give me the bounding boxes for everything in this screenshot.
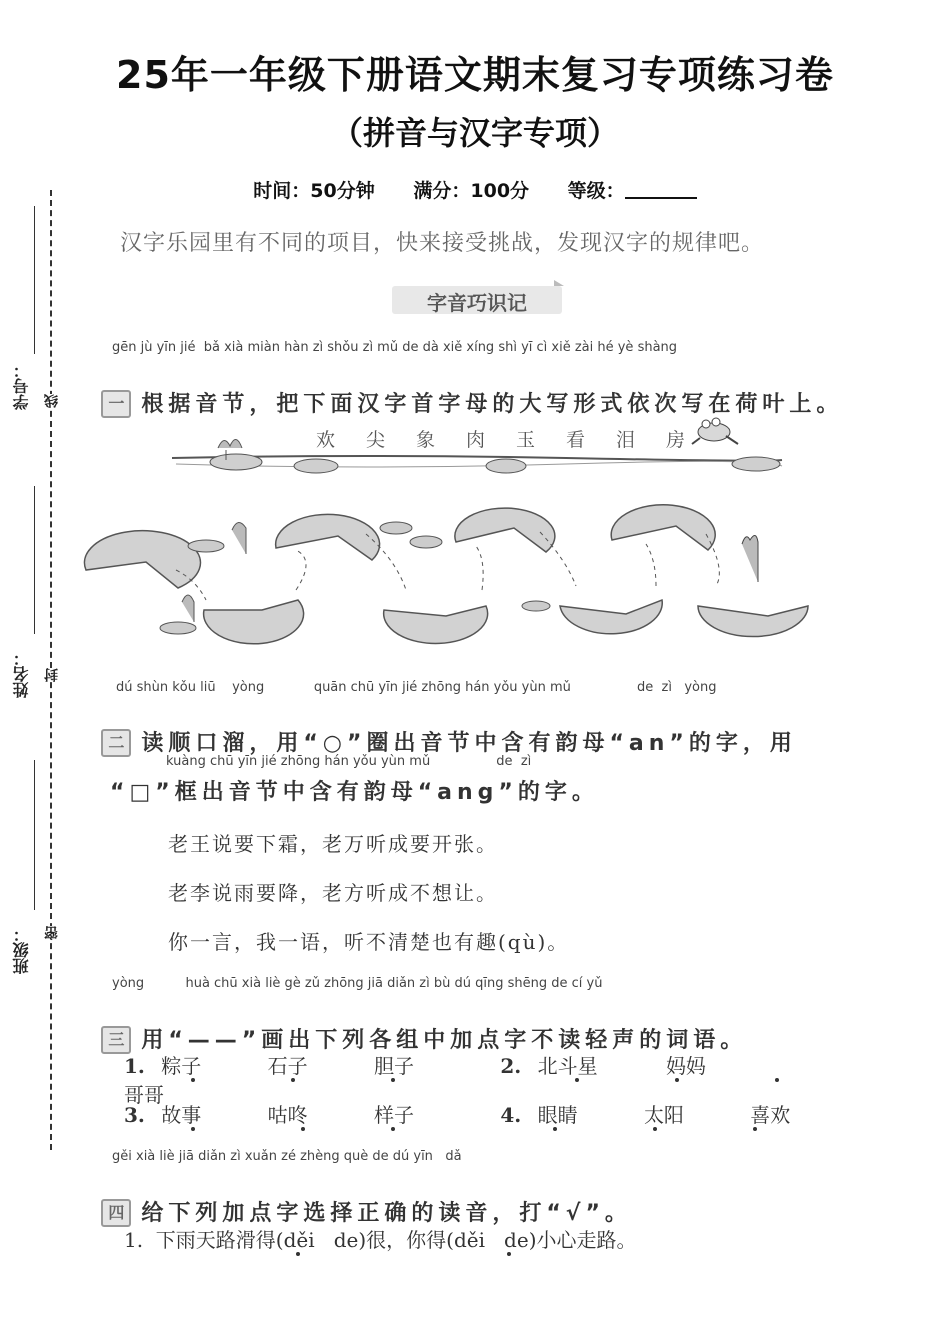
q3-num-2: 2.	[500, 1054, 522, 1078]
exam-score: 满分：100分	[413, 180, 530, 202]
q1-char-6: 泪	[616, 429, 636, 451]
lily-pad-1	[84, 531, 200, 588]
q2-line-2: 老李说雨要降，老方听成不想让。	[168, 881, 498, 905]
emphasis-dot	[553, 1127, 557, 1131]
student-no-line	[34, 206, 35, 354]
q2-line-3: 你一言，我一语，听不清楚也有趣(qù)。	[168, 930, 570, 954]
page-title: 25年一年级下册语文期末复习专项练习卷	[116, 53, 834, 97]
section-title: 字音巧识记	[427, 291, 527, 315]
q2-text-1: 读顺口溜，用“○”圈出音节中含有韵母“an”的字，用	[141, 731, 797, 756]
q1-pinyin: gēn jù yīn jié bǎ xià miàn hàn zì shǒu zì mǔ de dà xiě xíng shì yī cì xiě zài hé yè shàng	[112, 340, 678, 355]
q3-num-1: 1.	[124, 1054, 145, 1078]
q3-num-3: 3.	[124, 1103, 145, 1127]
q1-char-1: 尖	[366, 429, 386, 451]
emphasis-dot	[391, 1078, 395, 1082]
q3-word[interactable]: 石子	[267, 1054, 308, 1078]
q3-word[interactable]: 样子	[373, 1103, 414, 1127]
q4-number-box: 四	[101, 1199, 131, 1227]
q3-word[interactable]: 咕咚	[267, 1103, 308, 1127]
grade-label: 等级：	[567, 180, 625, 202]
emphasis-dot	[653, 1127, 657, 1131]
q3-word[interactable]: 粽子	[161, 1054, 202, 1078]
emphasis-dot	[753, 1127, 757, 1131]
q1-char-2: 象	[416, 429, 436, 451]
lily-pad-3	[455, 508, 555, 552]
binding-line-mark: 线	[44, 394, 60, 408]
q3-word[interactable]: 北斗星	[537, 1054, 598, 1078]
q3-word[interactable]: 喜欢	[750, 1103, 791, 1127]
q2-line-1: 老王说要下霜，老万听成要开张。	[168, 832, 498, 856]
q1-number-box: 一	[101, 390, 131, 418]
q3-text: 用“——”画出下列各组中加点字不读轻声的词语。	[141, 1028, 748, 1053]
emphasis-dot	[291, 1078, 295, 1082]
emphasis-dot	[391, 1127, 395, 1131]
q1-char-0: 欢	[316, 429, 338, 451]
q4-prompt	[76, 1171, 632, 1227]
student-no-label: 学号：	[12, 362, 31, 410]
intro-text: 汉字乐园里有不同的项目，快来接受挑战，发现汉字的规律吧。	[120, 231, 765, 256]
lily-pad-8	[698, 606, 808, 637]
q1-char-4: 玉	[516, 429, 536, 451]
emphasis-dot	[675, 1078, 679, 1082]
q2-text-2: “□”框出音节中含有韵母“ang”的字。	[110, 780, 599, 805]
q3-pinyin: yòng huà chū xià liè gè zǔ zhōng jiā diǎn zì bù dú qīng shēng de cí yǔ	[112, 976, 603, 991]
q2-number-box: 二	[101, 729, 131, 757]
q3-word[interactable]: 胆子	[373, 1054, 414, 1078]
q3-word[interactable]: 哥哥	[124, 1083, 164, 1107]
lotus-pond-illustration	[66, 410, 886, 650]
lily-pad-5	[204, 600, 304, 644]
q4-item-1[interactable]: 1. 下雨天路滑得(děi de)很，你得(děi de)小心走路。	[124, 1228, 637, 1252]
name-line	[34, 486, 35, 634]
q3-row-2	[124, 1099, 844, 1128]
q1-text: 根据音节，把下面汉字首字母的大写形式依次写在荷叶上。	[141, 392, 844, 417]
q3-prompt	[76, 998, 747, 1054]
exam-meta	[0, 176, 950, 203]
exam-grade	[568, 180, 697, 202]
emphasis-dot	[191, 1127, 195, 1131]
q2-pinyin-2: kuàng chū yīn jié zhōng hán yǒu yùn mǔ de zì	[166, 754, 532, 769]
q1-char-3: 肉	[466, 429, 486, 451]
q3-word[interactable]: 眼睛	[537, 1103, 578, 1127]
q1-char-5: 看	[566, 429, 586, 451]
lily-pad-7	[560, 600, 662, 634]
q2-pinyin-1: dú shùn kǒu liū yòng quān chū yīn jié zhōng hán yǒu yùn mǔ de zì yòng	[116, 680, 717, 695]
emphasis-dot	[775, 1078, 779, 1082]
q3-word[interactable]: 故事	[161, 1103, 202, 1127]
class-line	[34, 760, 35, 910]
q3-word[interactable]: 妈妈	[665, 1054, 706, 1078]
q3-word[interactable]: 太阳	[643, 1103, 684, 1127]
emphasis-dot	[575, 1078, 579, 1082]
lily-pad-6	[384, 606, 488, 643]
lily-pad-4	[611, 505, 715, 550]
binding-seal-mark: 封	[44, 668, 60, 682]
emphasis-dot	[507, 1252, 511, 1256]
q3-num-4: 4.	[500, 1103, 522, 1127]
q3-number-box: 三	[101, 1026, 131, 1054]
emphasis-dot	[296, 1252, 300, 1256]
page-subtitle: （拼音与汉字专项）	[330, 114, 619, 152]
exam-time: 时间：50分钟	[253, 180, 375, 202]
q2-prompt-1	[76, 701, 797, 757]
class-label: 班级：	[12, 926, 31, 974]
q1-char-7: 房	[666, 429, 686, 451]
section-banner	[392, 280, 568, 316]
binding-secret-mark: 密	[44, 926, 60, 940]
emphasis-dot	[191, 1078, 195, 1082]
q4-text: 给下列加点字选择正确的读音，打“√”。	[141, 1201, 632, 1226]
emphasis-dot	[301, 1127, 305, 1131]
q4-pinyin: gěi xià liè jiā diǎn zì xuǎn zé zhèng què de dú yīn dǎ	[112, 1149, 462, 1164]
grade-blank[interactable]	[625, 181, 697, 199]
lily-pad-2	[276, 514, 380, 560]
name-label: 姓名：	[12, 650, 31, 698]
